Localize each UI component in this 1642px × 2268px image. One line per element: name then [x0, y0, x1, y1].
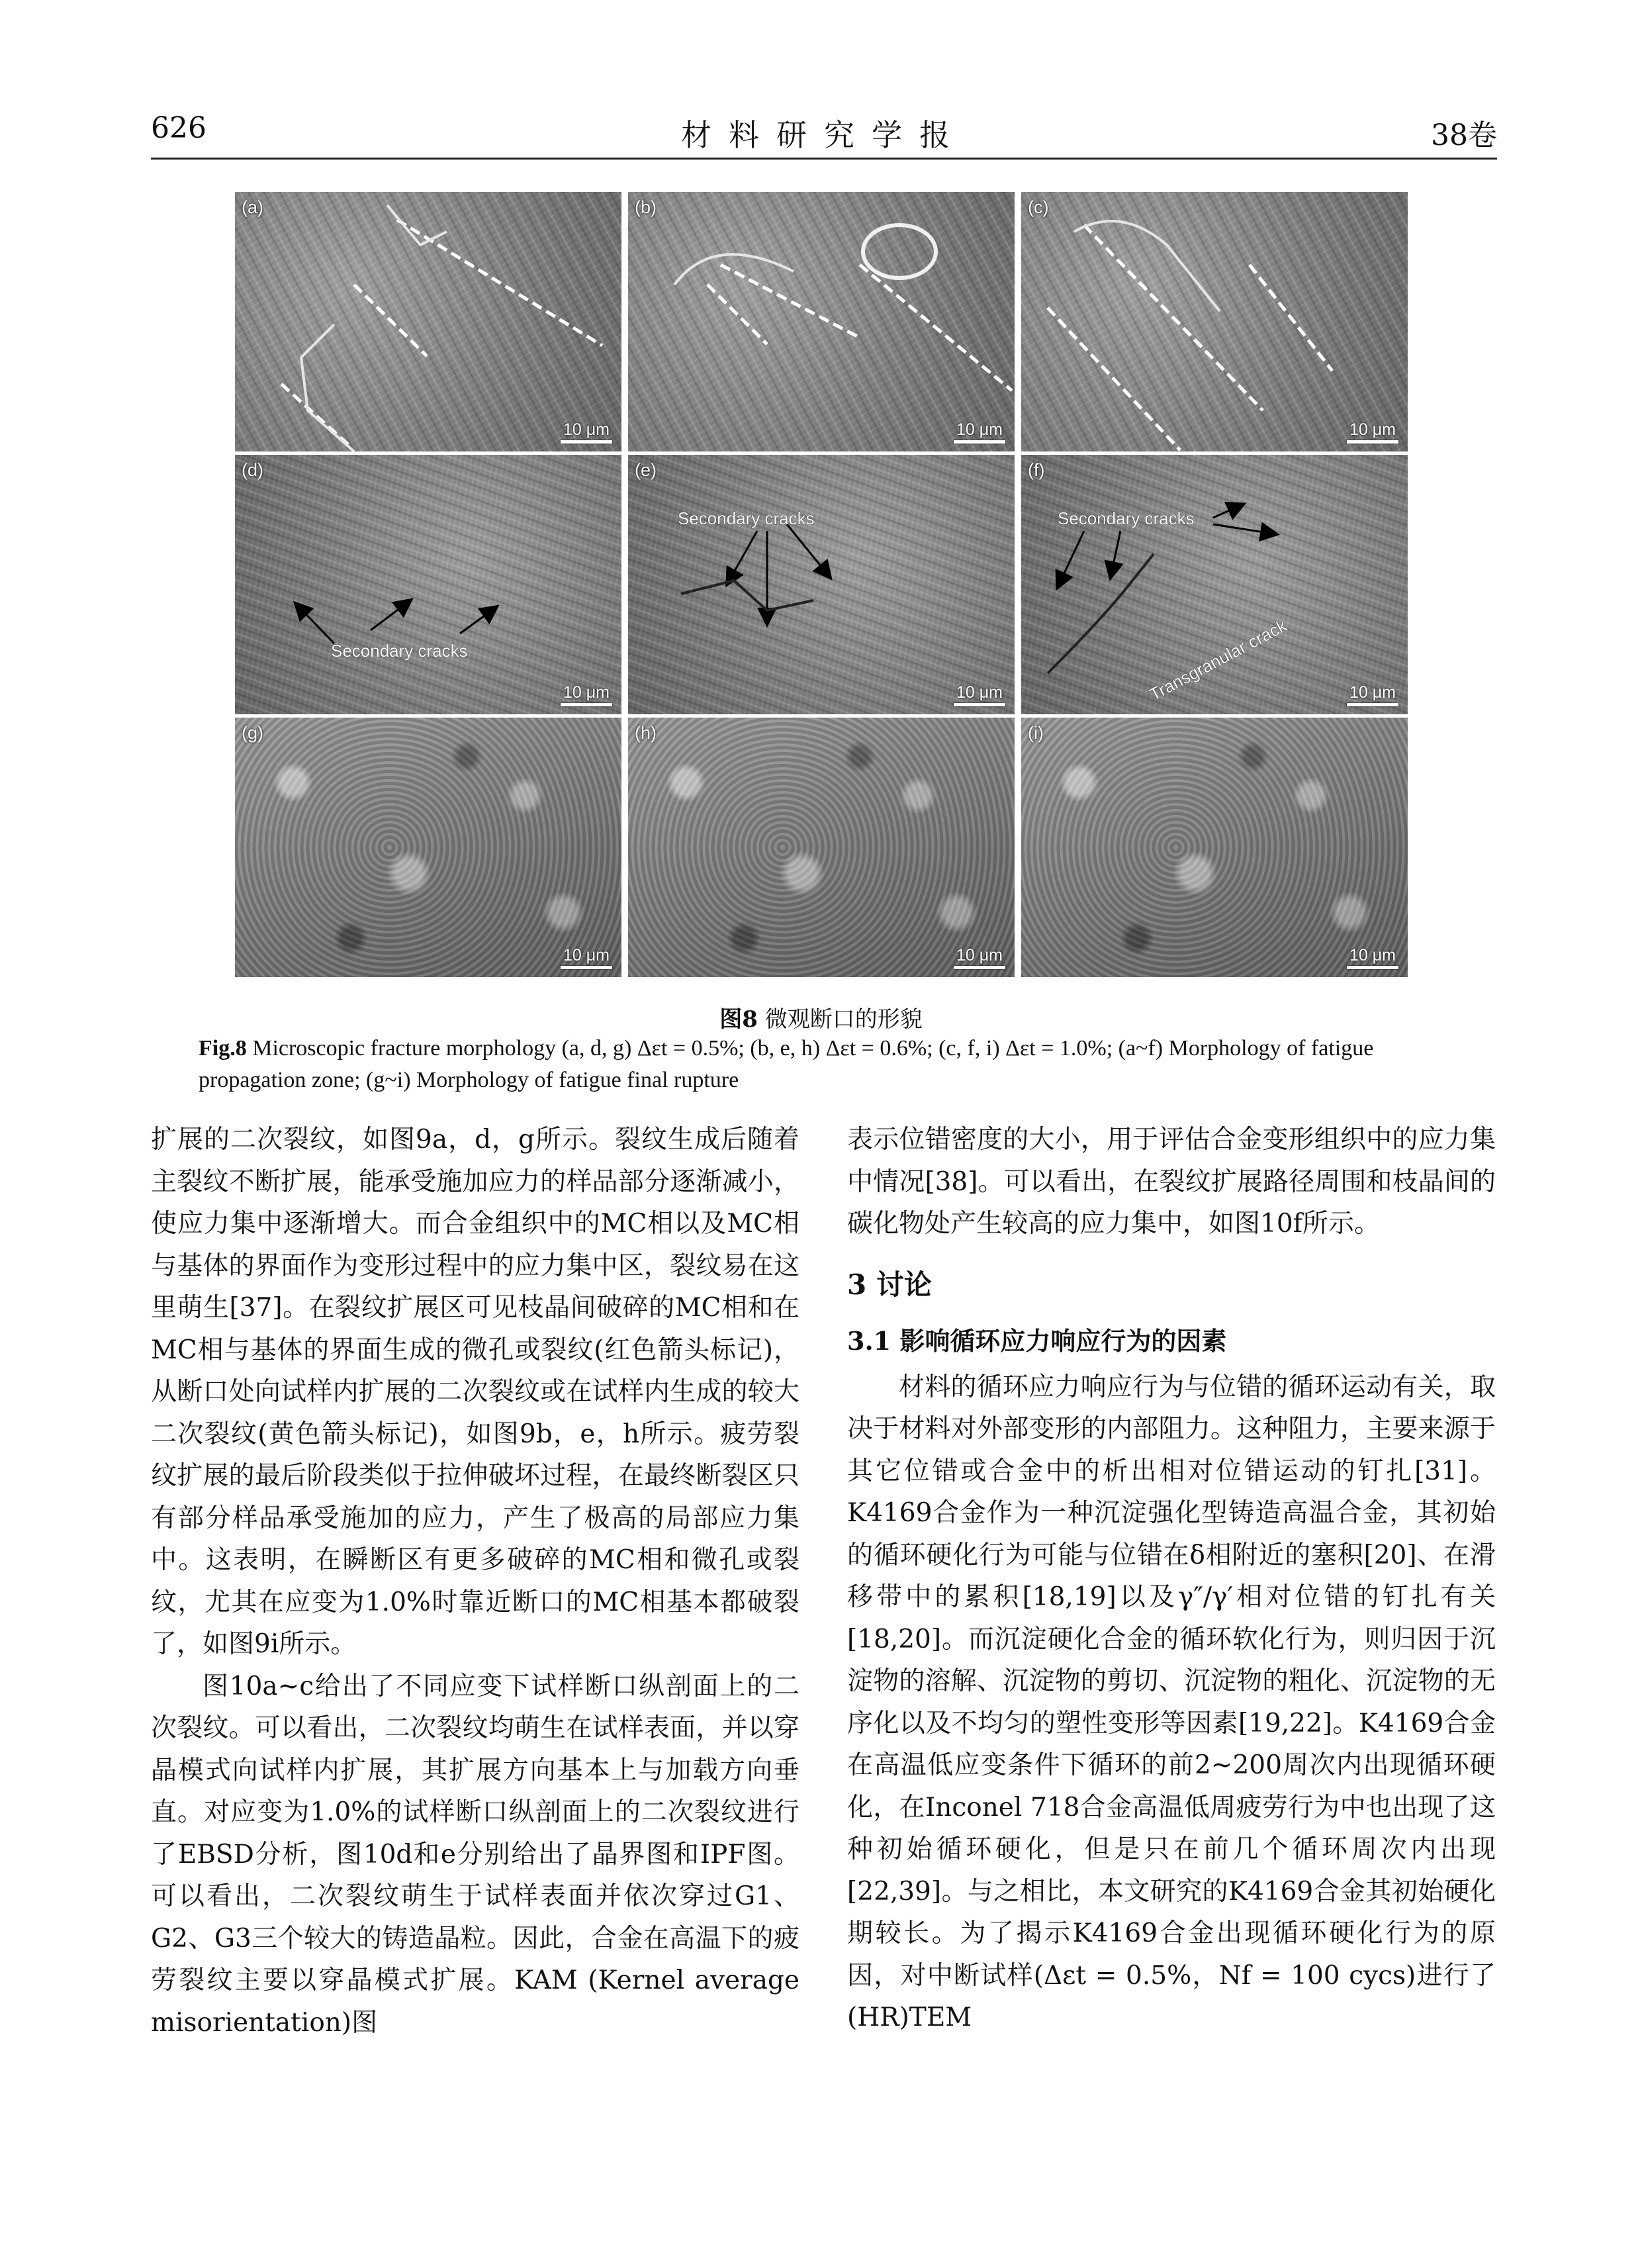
- panel-g-label: (g): [242, 723, 263, 743]
- volume-label: 38卷: [1431, 118, 1497, 152]
- left-paragraph-1: 扩展的二次裂纹，如图9a，d，g所示。裂纹生成后随着主裂纹不断扩展，能承受施加应力的样品部分逐渐减小，使应力集中逐渐增大。而合金组织中的MC相以及MC相与基体的界面作为变形过程中的应力集中区，裂纹易在这里萌生[37]。在裂纹扩展区可见枝晶间破碎的MC相和在MC相与基体的界面生成的微孔或裂纹(红色箭头标记)，从断口处向试样内扩展的二次裂纹或在试样内生成的较大二次裂纹(黄色箭头标记)，如图9b，e，h所示。疲劳裂纹扩展的最后阶段类似于拉伸破坏过程，在最终断裂区只有部分样品承受施加的应力，产生了极高的局部应力集中。这表明，在瞬断区有更多破碎的MC相和微孔或裂纹，尤其在应变为1.0%时靠近断口的MC相基本都破裂了，如图9i所示。: [151, 1125, 799, 1659]
- caption-en-label: Fig.8: [199, 1036, 247, 1061]
- caption-cn-label: 图8: [719, 1006, 758, 1033]
- figure-8: [235, 192, 1408, 977]
- panel-b-dashed-lines: [628, 192, 1015, 451]
- caption-cn-text: 微观断口的形貌: [764, 1006, 923, 1033]
- right-column: [847, 1119, 1496, 2039]
- panel-h-scalebar: [954, 946, 1005, 969]
- panel-c-scalebar: [1347, 420, 1398, 444]
- panel-e-label: (e): [635, 460, 657, 480]
- panel-c: [1021, 192, 1408, 451]
- panel-b-scalebar: [954, 420, 1005, 444]
- panel-f-scalebar: [1347, 683, 1398, 706]
- panel-h: [628, 718, 1015, 977]
- panel-d-secondary-cracks-label: Secondary cracks: [331, 641, 468, 661]
- panel-e-scale-text: 10 μm: [956, 683, 1003, 702]
- caption-en-text: Microscopic fracture morphology (a, d, g) Δεt = 0.5%; (b, e, h) Δεt = 0.6%; (c, f, i) Δεt = 1.0%; (a~f) Morphology of fatigue propagation zone; (g~i) Morphology of fatigue final rupture: [199, 1036, 1374, 1092]
- panel-g-scalebar: [561, 946, 612, 969]
- right-paragraph-2: 材料的循环应力响应行为与位错的循环运动有关，取决于材料对外部变形的内部阻力。这种阻力，主要来源于其它位错或合金中的析出相对位错运动的钉扎[31]。K4169合金作为一种沉淀强化型铸造高温合金，其初始的循环硬化行为可能与位错在δ相附近的塞积[20]、在滑移带中的累积[18,19]以及γ″/γ′相对位错的钉扎有关[18,20]。而沉淀硬化合金的循环软化行为，则归因于沉淀物的溶解、沉淀物的剪切、沉淀物的粗化、沉淀物的无序化以及不均匀的塑性变形等因素[19,22]。K4169合金在高温低应变条件下循环的前2~200周次内出现循环硬化，在Inconel 718合金高温低周疲劳行为中也出现了这种初始循环硬化，但是只在前几个循环周次内出现[22,39]。与之相比，本文研究的K4169合金其初始硬化期较长。为了揭示K4169合金出现循环硬化行为的原因，对中断试样(Δεt = 0.5%，Nf = 100 cycs)进行了(HR)TEM: [847, 1372, 1496, 2032]
- panel-e-secondary-cracks-label: Secondary cracks: [678, 508, 815, 528]
- section-heading: 3 讨论: [847, 1268, 932, 1301]
- panel-b-label: (b): [635, 197, 657, 217]
- panel-f-secondary-cracks-label: Secondary cracks: [1058, 508, 1195, 528]
- panel-h-scale-text: 10 μm: [956, 946, 1003, 965]
- panel-i: [1021, 718, 1408, 977]
- subsection-heading: 3.1 影响循环应力响应行为的因素: [847, 1326, 1227, 1356]
- figure-caption-en: [199, 1033, 1449, 1096]
- panel-f-transgranular-crack-label: Transgranular crack: [1146, 615, 1291, 705]
- right-paragraph-1: 表示位错密度的大小，用于评估合金变形组织中的应力集中情况[38]。可以看出，在裂纹扩展路径周围和枝晶间的碳化物处产生较高的应力集中，如图10f所示。: [847, 1125, 1496, 1239]
- panel-d-scalebar: [561, 683, 612, 706]
- panel-a: [235, 192, 621, 451]
- panel-e-annotations: [628, 455, 1015, 714]
- panel-a-scale-text: 10 μm: [563, 420, 610, 439]
- panel-g: [235, 718, 621, 977]
- panel-d-scale-text: 10 μm: [563, 683, 610, 702]
- panel-f: [1021, 455, 1408, 714]
- panel-f-label: (f): [1028, 460, 1045, 480]
- panel-h-label: (h): [635, 723, 657, 743]
- panel-c-dashed-lines: [1021, 192, 1408, 451]
- panel-d-annotations: [235, 455, 621, 714]
- panel-i-scalebar: [1347, 946, 1398, 969]
- panel-a-label: (a): [242, 197, 263, 217]
- panel-d-label: (d): [242, 460, 263, 480]
- page-header: [151, 111, 1497, 158]
- header-rule: [151, 158, 1497, 160]
- panel-i-label: (i): [1028, 723, 1044, 743]
- panel-c-scale-text: 10 μm: [1349, 420, 1396, 439]
- page-number: 626: [151, 111, 206, 145]
- panel-i-scale-text: 10 μm: [1349, 946, 1396, 965]
- panel-f-scale-text: 10 μm: [1349, 683, 1396, 702]
- panel-e-scalebar: [954, 683, 1005, 706]
- panel-b: [628, 192, 1015, 451]
- panel-a-scalebar: [561, 420, 612, 444]
- panel-b-scale-text: 10 μm: [956, 420, 1003, 439]
- left-paragraph-2: 图10a~c给出了不同应变下试样断口纵剖面上的二次裂纹。可以看出，二次裂纹均萌生在试样表面，并以穿晶模式向试样内扩展，其扩展方向基本上与加载方向垂直。对应变为1.0%的试样断口纵剖面上的二次裂纹进行了EBSD分析，图10d和e分别给出了晶界图和IPF图。可以看出，二次裂纹萌生于试样表面并依次穿过G1、G2、G3三个较大的铸造晶粒。因此，合金在高温下的疲劳裂纹主要以穿晶模式扩展。KAM (Kernel average misorientation)图: [151, 1671, 799, 2038]
- figure-caption-cn: [0, 1001, 1642, 1033]
- panel-d: [235, 455, 621, 714]
- panel-f-annotations: [1021, 455, 1408, 714]
- panel-c-label: (c): [1028, 197, 1049, 217]
- left-column: [151, 1119, 799, 2044]
- panel-g-scale-text: 10 μm: [563, 946, 610, 965]
- panel-e: [628, 455, 1015, 714]
- panel-a-dashed-lines: [235, 192, 621, 451]
- journal-title: 材料研究学报: [681, 117, 967, 153]
